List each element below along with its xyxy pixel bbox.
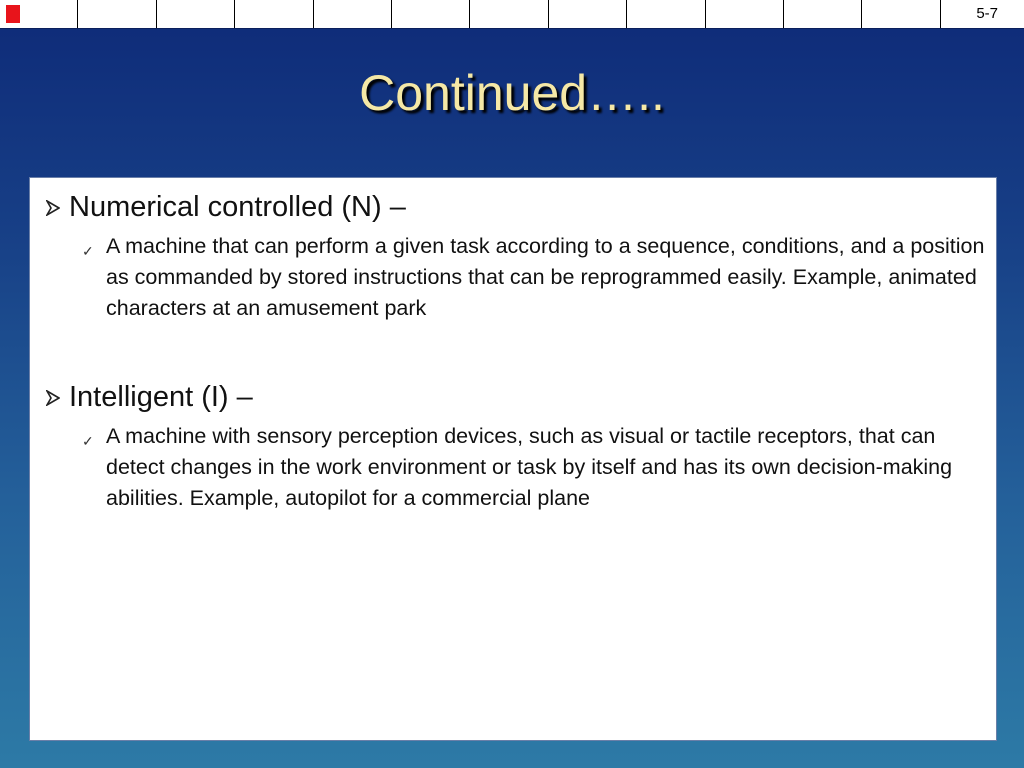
slide-number: 5-7 bbox=[976, 5, 998, 22]
bullet-detail: A machine with sensory perception devices, such as visual or tactile receptors, that can detect changes in the work environment or task by itself and has its own decision-making abilities. Example, autopilot for a commercial plane bbox=[106, 424, 953, 510]
top-bar-cell-6 bbox=[392, 0, 470, 28]
arrowhead-bullet-icon bbox=[46, 390, 60, 406]
bullet-level1-item bbox=[30, 380, 996, 414]
top-bar-cell-11 bbox=[784, 0, 862, 28]
checkmark-bullet-icon: ✓ bbox=[82, 433, 94, 449]
bullet-detail: A machine that can perform a given task according to a sequence, conditions, and a position as commanded by stored instructions that can be reprogrammed easily. Example, animated characters at an amusement park bbox=[106, 234, 985, 320]
bullet-level2-item bbox=[30, 421, 996, 514]
top-bar-cell-8 bbox=[549, 0, 627, 28]
top-bar-cell-12 bbox=[862, 0, 940, 28]
top-navigation-bar bbox=[0, 0, 1024, 29]
top-bar-cell-3 bbox=[157, 0, 235, 28]
bullet-level2-item bbox=[30, 231, 996, 324]
bullet-level1-item bbox=[30, 190, 996, 224]
top-bar-cell-10 bbox=[706, 0, 784, 28]
top-bar-cell-4 bbox=[235, 0, 313, 28]
top-bar-cell-9 bbox=[627, 0, 705, 28]
top-bar-cell-5 bbox=[314, 0, 392, 28]
bullet-heading: Numerical controlled (N) – bbox=[69, 191, 406, 223]
top-bar-cell-1 bbox=[0, 0, 78, 28]
bullet-section-intelligent bbox=[30, 380, 996, 514]
top-bar-cell-13 bbox=[941, 0, 1024, 28]
arrowhead-bullet-icon bbox=[46, 200, 60, 216]
red-marker-icon bbox=[6, 5, 20, 23]
bullet-section-numerical bbox=[30, 190, 996, 324]
bullet-heading: Intelligent (I) – bbox=[69, 381, 253, 413]
checkmark-bullet-icon: ✓ bbox=[82, 243, 94, 259]
top-bar-cell-7 bbox=[470, 0, 548, 28]
top-bar-cell-2 bbox=[78, 0, 156, 28]
slide-title: Continued….. bbox=[359, 65, 665, 121]
content-panel bbox=[29, 177, 997, 741]
